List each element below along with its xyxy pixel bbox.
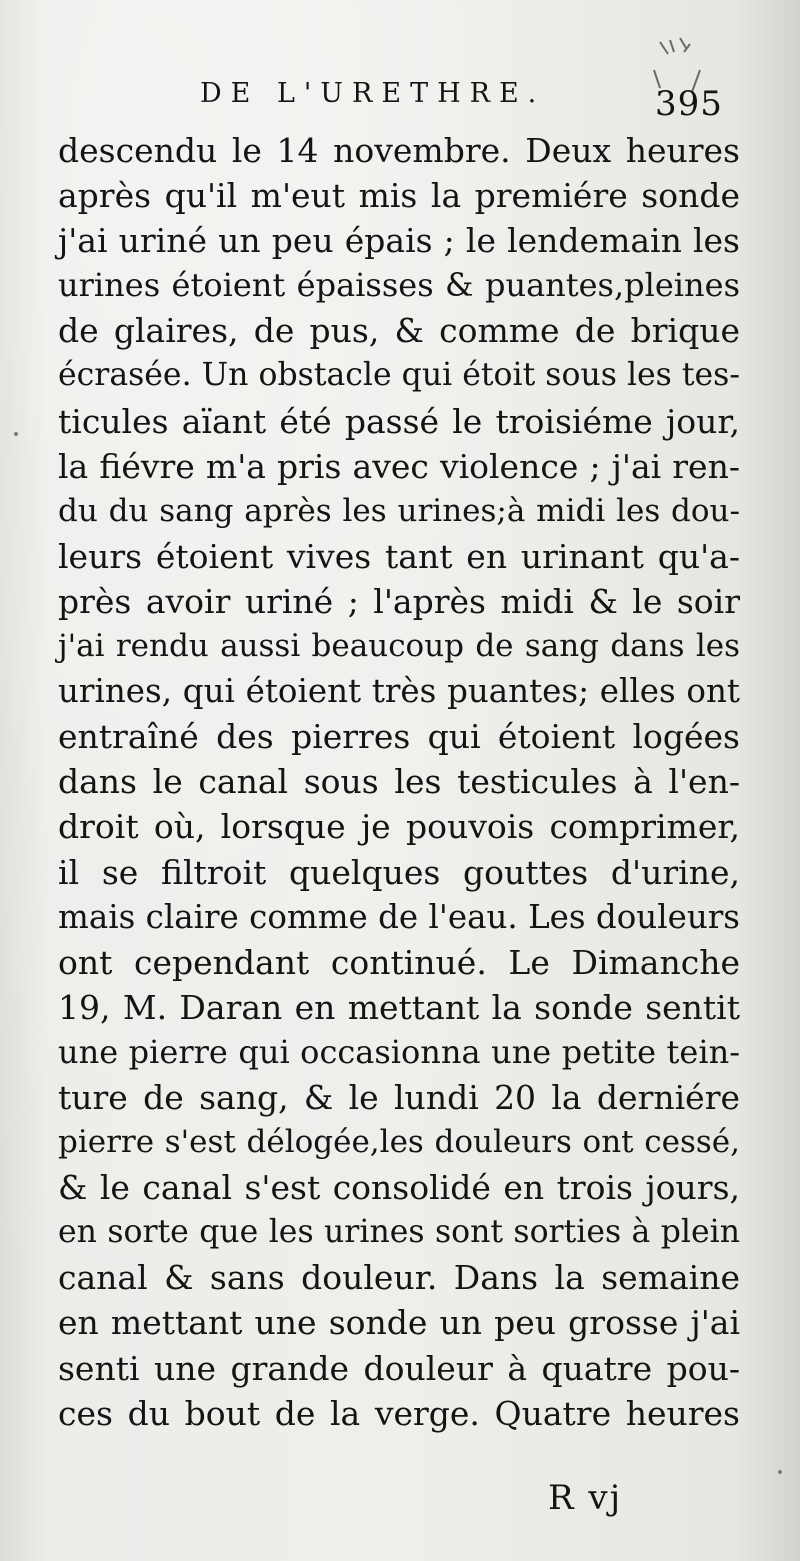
signature-mark: R vj — [548, 1478, 623, 1518]
text-line: droit où, lorsque je pouvois comprimer, — [58, 807, 740, 847]
text-line: une pierre qui occasionna une petite tein- — [58, 1032, 740, 1071]
text-line: près avoir uriné ; l'après midi & le soir — [58, 581, 740, 621]
text-line: dans le canal sous les testicules à l'en- — [58, 762, 740, 802]
text-line: après qu'il m'eut mis la premiére sonde — [58, 176, 740, 216]
body-text — [58, 128, 740, 1436]
text-line: & le canal s'est consolidé en trois jours, — [58, 1168, 740, 1208]
page-number: 395 — [655, 84, 723, 124]
text-line: canal & sans douleur. Dans la semaine — [58, 1258, 740, 1298]
text-line: en sorte que les urines sont sorties à plein — [58, 1214, 740, 1251]
text-line: leurs étoient vives tant en urinant qu'a- — [58, 536, 740, 576]
text-line: ces du bout de la verge. Quatre heures — [58, 1393, 740, 1433]
text-line: écrasée. Un obstacle qui étoit sous les tes- — [58, 357, 740, 394]
text-line: il se filtroit quelques gouttes d'urine, — [58, 852, 740, 892]
text-line: j'ai uriné un peu épais ; le lendemain les — [58, 221, 740, 261]
text-line: ture de sang, & le lundi 20 la derniére — [58, 1077, 740, 1117]
text-line: en mettant une sonde un peu grosse j'ai — [58, 1303, 740, 1343]
text-line: senti une grande douleur à quatre pou- — [58, 1348, 740, 1388]
text-line: 19, M. Daran en mettant la sonde sentit — [58, 987, 740, 1027]
running-title: DE L'URETHRE. — [200, 78, 546, 109]
text-line: entraîné des pierres qui étoient logées — [58, 717, 740, 757]
text-line: mais claire comme de l'eau. Les douleurs — [58, 897, 740, 936]
paper-speck — [14, 432, 18, 436]
text-line: descendu le 14 novembre. Deux heures — [58, 131, 740, 170]
text-line: la fiévre m'a pris avec violence ; j'ai ren- — [58, 446, 740, 486]
text-line: ont cependant continué. Le Dimanche — [58, 942, 740, 982]
text-line: j'ai rendu aussi beaucoup de sang dans les — [58, 628, 740, 665]
text-line: urines étoient épaisses & puantes,pleines — [58, 266, 740, 305]
text-line: de glaires, de pus, & comme de brique — [58, 311, 740, 351]
text-line: pierre s'est délogée,les douleurs ont cessé, — [58, 1124, 740, 1161]
text-line: urines, qui étoient très puantes; elles ont — [58, 672, 740, 711]
text-line: du du sang après les urines;à midi les dou- — [58, 492, 740, 529]
text-line: ticules aïant été passé le troisiéme jour, — [58, 401, 740, 441]
paper-speck — [778, 1470, 782, 1474]
